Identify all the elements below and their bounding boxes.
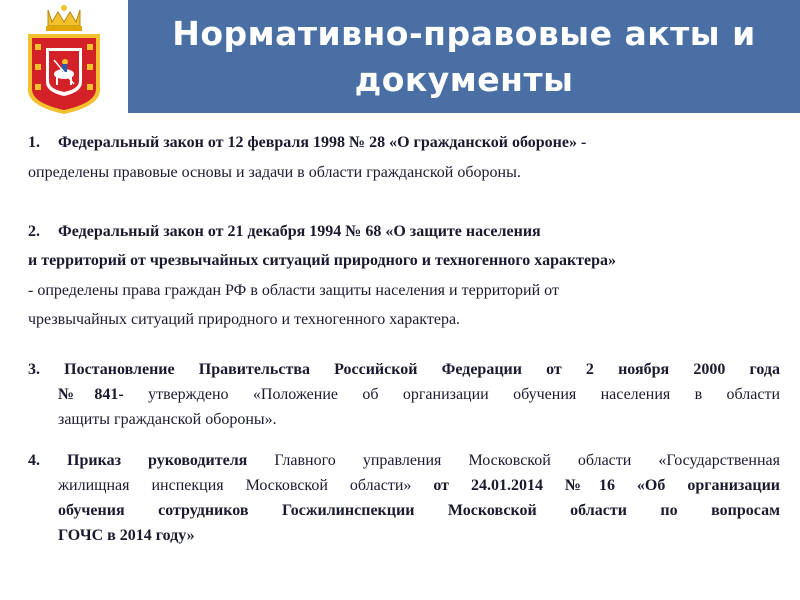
item-2-text-b (28, 305, 780, 335)
item-1-title (28, 128, 780, 158)
item-2-title-cont (28, 246, 780, 276)
item-2-description-a: - определены права граждан РФ в области защиты населения и территорий от (28, 281, 559, 299)
item-4-order-title: обучения сотрудников Госжилинспекции Московской области по вопросам (58, 501, 780, 519)
item-4-heading: 4. Приказ руководителя (28, 451, 248, 469)
item-1-text (0, 158, 780, 188)
item-3-description: утверждено «Положение об организации обучения населения в области (123, 385, 781, 403)
title-band (128, 0, 800, 113)
title-line-2: документы (354, 59, 574, 99)
item-4-order-number: от 24.01.2014 №16 «Об организации (411, 476, 780, 494)
item-3-number: №841- (58, 385, 124, 403)
item-4-text: Главного управления Московской области «Государственная (247, 451, 780, 469)
item-2-title (28, 217, 780, 247)
coat-of-arms-icon (22, 4, 106, 116)
document-body (28, 128, 780, 548)
item-2-number: 2. (28, 222, 40, 240)
logo (0, 0, 128, 120)
item-4-order-title-end: ГОЧС в 2014 году» (58, 526, 195, 544)
item-3-description-cont: защиты гражданской обороны». (58, 410, 277, 428)
title-line-1: Нормативно-правовые акты и (172, 13, 756, 53)
item-4 (28, 448, 780, 548)
header (0, 0, 800, 120)
item-1-description: определены правовые основы и задачи в области гражданской обороны. (28, 163, 521, 181)
item-4-text-cont: жилищная инспекция Московской области» (58, 476, 412, 494)
page-title (164, 11, 764, 103)
item-1-heading: Федеральный закон от 12 февраля 1998 № 28 «О гражданской обороне» - (58, 134, 587, 151)
item-1-number: 1. (28, 134, 40, 151)
item-2-heading-a: Федеральный закон от 21 декабря 1994 № 68 «О защите населения (58, 222, 541, 240)
item-2-description-b: чрезвычайных ситуаций природного и техногенного характера. (28, 311, 461, 328)
item-2-text-a (28, 276, 780, 306)
item-3-heading: 3. Постановление Правительства Российской Федерации от 2 ноября 2000 года (28, 360, 780, 378)
item-3 (28, 357, 780, 432)
item-2-heading-b: и территорий от чрезвычайных ситуаций природного и техногенного характера» (28, 252, 617, 269)
